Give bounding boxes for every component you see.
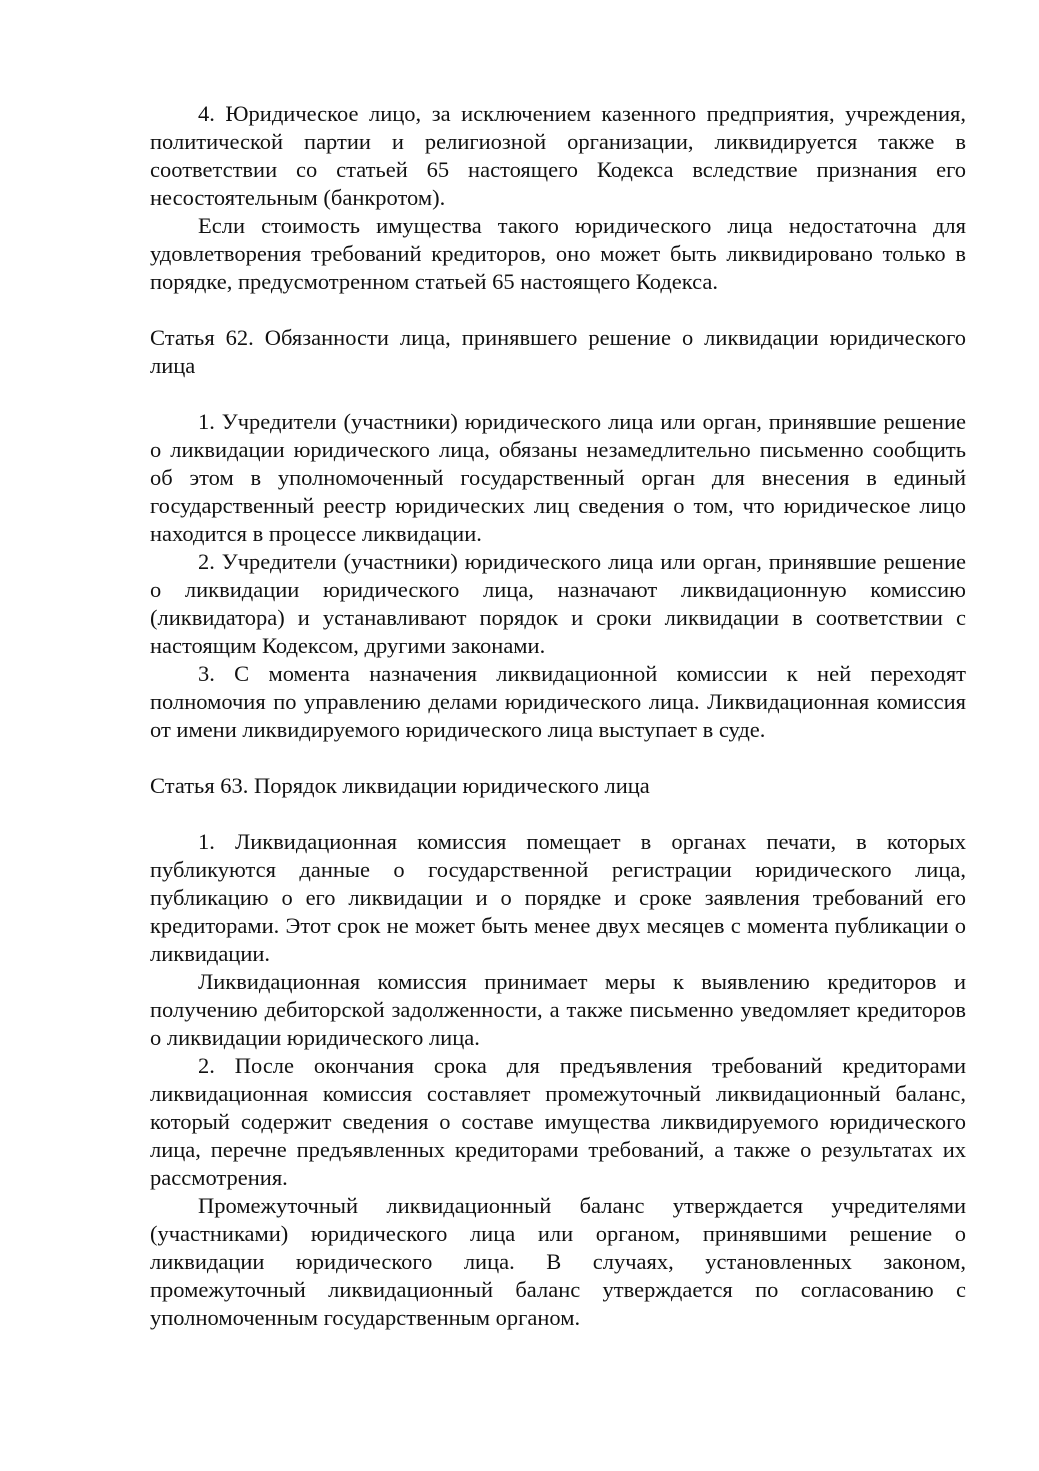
document-page xyxy=(150,100,966,1332)
article-62-heading: Статья 62. Обязанности лица, принявшего решение о ликвидации юридического лица xyxy=(150,325,966,378)
paragraph-art63-creditors: Ликвидационная комиссия принимает меры к выявлению кредиторов и получению дебиторской задолженности, а также письменно уведомляет кредиторов о ликвидации юридического лица. xyxy=(150,969,966,1050)
paragraph-art62-item3: 3. С момента назначения ликвидационной комиссии к ней переходят полномочия по управлению делами юридического лица. Ликвидационная комиссия от имени ликвидируемого юридического лица выступает в суде. xyxy=(150,661,966,742)
paragraph-art62-item2: 2. Учредители (участники) юридического лица или орган, принявшие решение о ликвидации юридического лица, назначают ликвидационную комиссию (ликвидатора) и устанавливают порядок и сроки ликвидации в соответствии с настоящим Кодексом, другими законами. xyxy=(150,549,966,658)
paragraph-art63-item2: 2. После окончания срока для предъявления требований кредиторами ликвидационная комиссия составляет промежуточный ликвидационный баланс, который содержит сведения о составе имущества ликвидируемого юридического лица, перечне предъявленных кредиторами требований, а также о результатах их рассмотрения. xyxy=(150,1053,966,1190)
paragraph-art61-insolvency: Если стоимость имущества такого юридического лица недостаточна для удовлетворения требований кредиторов, оно может быть ликвидировано только в порядке, предусмотренном статьей 65 настоящего Кодекса. xyxy=(150,213,966,294)
paragraph-art61-item4: 4. Юридическое лицо, за исключением казенного предприятия, учреждения, политической партии и религиозной организации, ликвидируется также в соответствии со статьей 65 настоящего Кодекса вследствие признания его несостоятельным (банкротом). xyxy=(150,101,966,210)
paragraph-art63-balance-approval: Промежуточный ликвидационный баланс утверждается учредителями (участниками) юридического лица или органом, принявшими решение о ликвидации юридического лица. В случаях, установленных законом, промежуточный ликвидационный баланс утверждается по согласованию с уполномоченным государственным органом. xyxy=(150,1193,966,1330)
paragraph-art62-item1: 1. Учредители (участники) юридического лица или орган, принявшие решение о ликвидации юридического лица, обязаны незамедлительно письменно сообщить об этом в уполномоченный государственный орган для внесения в единый государственный реестр юридических лиц сведения о том, что юридическое лицо находится в процессе ликвидации. xyxy=(150,409,966,546)
article-63-heading: Статья 63. Порядок ликвидации юридического лица xyxy=(150,773,650,798)
paragraph-art63-item1: 1. Ликвидационная комиссия помещает в органах печати, в которых публикуются данные о государственной регистрации юридического лица, публикацию о его ликвидации и о порядке и сроке заявления требований его кредиторами. Этот срок не может быть менее двух месяцев с момента публикации о ликвидации. xyxy=(150,829,966,966)
